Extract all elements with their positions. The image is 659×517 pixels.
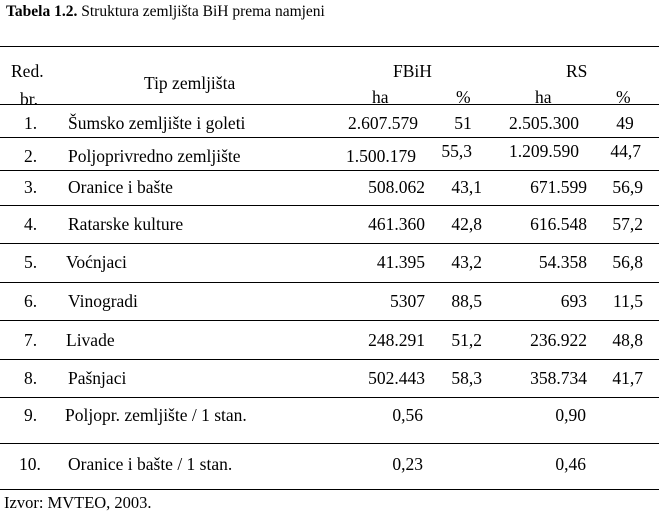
row-number: 10. — [19, 454, 41, 474]
header-divider — [0, 104, 659, 105]
rs-pct-value: 56,9 — [612, 177, 643, 197]
row-number: 2. — [24, 146, 38, 166]
row-divider — [0, 243, 659, 244]
row-number: 8. — [24, 368, 38, 388]
row-name: Voćnjaci — [66, 252, 127, 272]
fbih-pct-value: 55,3 — [441, 141, 472, 161]
row-name: Šumsko zemljište i goleti — [68, 113, 246, 133]
row-number: 5. — [24, 252, 38, 272]
row-divider — [0, 137, 659, 138]
fbih-pct-value: 88,5 — [451, 291, 482, 311]
row-divider — [0, 359, 659, 360]
fbih-pct-value: 43,2 — [451, 252, 482, 272]
table-caption — [6, 4, 325, 20]
row-divider — [0, 205, 659, 206]
fbih-pct-value: 51 — [454, 113, 472, 133]
row-number: 3. — [24, 177, 38, 197]
header-tip: Tip zemljišta — [144, 73, 236, 93]
row-name: Poljopr. zemljište / 1 stan. — [65, 405, 247, 425]
row-name: Pašnjaci — [68, 368, 127, 388]
rs-pct-value: 11,5 — [613, 291, 643, 311]
rs-ha-value: 54.358 — [538, 252, 587, 272]
caption-label: Tabela 1.2. — [6, 3, 78, 20]
fbih-pct-value: 42,8 — [451, 214, 482, 234]
row-number: 6. — [24, 291, 38, 311]
header-fbih-pct: % — [456, 87, 471, 107]
row-name: Oranice i bašte / 1 stan. — [68, 454, 233, 474]
rs-ha-value: 693 — [560, 291, 587, 311]
row-number: 9. — [24, 405, 38, 425]
row-name: Vinogradi — [68, 291, 138, 311]
caption-text: Struktura zemljišta BiH prema namjeni — [81, 3, 325, 20]
row-name: Poljoprivredno zemljište — [68, 146, 241, 166]
rs-pct-value: 57,2 — [612, 214, 643, 234]
rs-ha-value: 236.922 — [530, 330, 587, 350]
rs-pct-value: 48,8 — [612, 330, 643, 350]
rs-ha-value: 671.599 — [530, 177, 587, 197]
row-divider — [0, 443, 659, 444]
rs-pct-value: 41,7 — [612, 368, 643, 388]
table-bottom-border — [0, 489, 659, 490]
header-rs-ha: ha — [535, 87, 552, 107]
fbih-ha-value: 5307 — [390, 291, 425, 311]
header-red: Red. — [11, 61, 44, 81]
fbih-pct-value: 58,3 — [451, 368, 482, 388]
source-note: Izvor: MVTEO, 2003. — [4, 493, 152, 512]
row-number: 1. — [24, 113, 38, 133]
fbih-ha-value: 1.500.179 — [346, 146, 416, 166]
fbih-per-capita-value: 0,23 — [392, 454, 423, 474]
header-rs-pct: % — [616, 87, 631, 107]
header-fbih: FBiH — [393, 61, 432, 81]
rs-pct-value: 49 — [616, 113, 634, 133]
rs-ha-value: 358.734 — [530, 368, 587, 388]
row-number: 4. — [24, 214, 38, 234]
rs-ha-value: 616.548 — [530, 214, 587, 234]
rs-per-capita-value: 0,90 — [555, 405, 586, 425]
row-name: Livade — [66, 330, 115, 350]
row-divider — [0, 397, 659, 398]
fbih-ha-value: 508.062 — [368, 177, 425, 197]
row-number: 7. — [24, 330, 38, 350]
fbih-ha-value: 248.291 — [368, 330, 425, 350]
row-divider — [0, 170, 659, 171]
fbih-ha-value: 502.443 — [368, 368, 425, 388]
fbih-pct-value: 51,2 — [451, 330, 482, 350]
rs-per-capita-value: 0,46 — [555, 454, 586, 474]
row-divider — [0, 320, 659, 321]
rs-pct-value: 44,7 — [610, 141, 641, 161]
fbih-ha-value: 461.360 — [368, 214, 425, 234]
fbih-pct-value: 43,1 — [451, 177, 482, 197]
row-name: Oranice i bašte — [68, 177, 173, 197]
fbih-per-capita-value: 0,56 — [392, 405, 423, 425]
row-divider — [0, 282, 659, 283]
rs-ha-value: 2.505.300 — [509, 113, 579, 133]
rs-ha-value: 1.209.590 — [509, 141, 579, 161]
rs-pct-value: 56,8 — [612, 252, 643, 272]
header-rs: RS — [566, 61, 588, 81]
fbih-ha-value: 2.607.579 — [348, 113, 418, 133]
header-br: br. — [20, 89, 38, 109]
row-name: Ratarske kulture — [68, 214, 184, 234]
table-top-border — [0, 46, 659, 47]
fbih-ha-value: 41.395 — [376, 252, 425, 272]
header-fbih-ha: ha — [372, 87, 389, 107]
